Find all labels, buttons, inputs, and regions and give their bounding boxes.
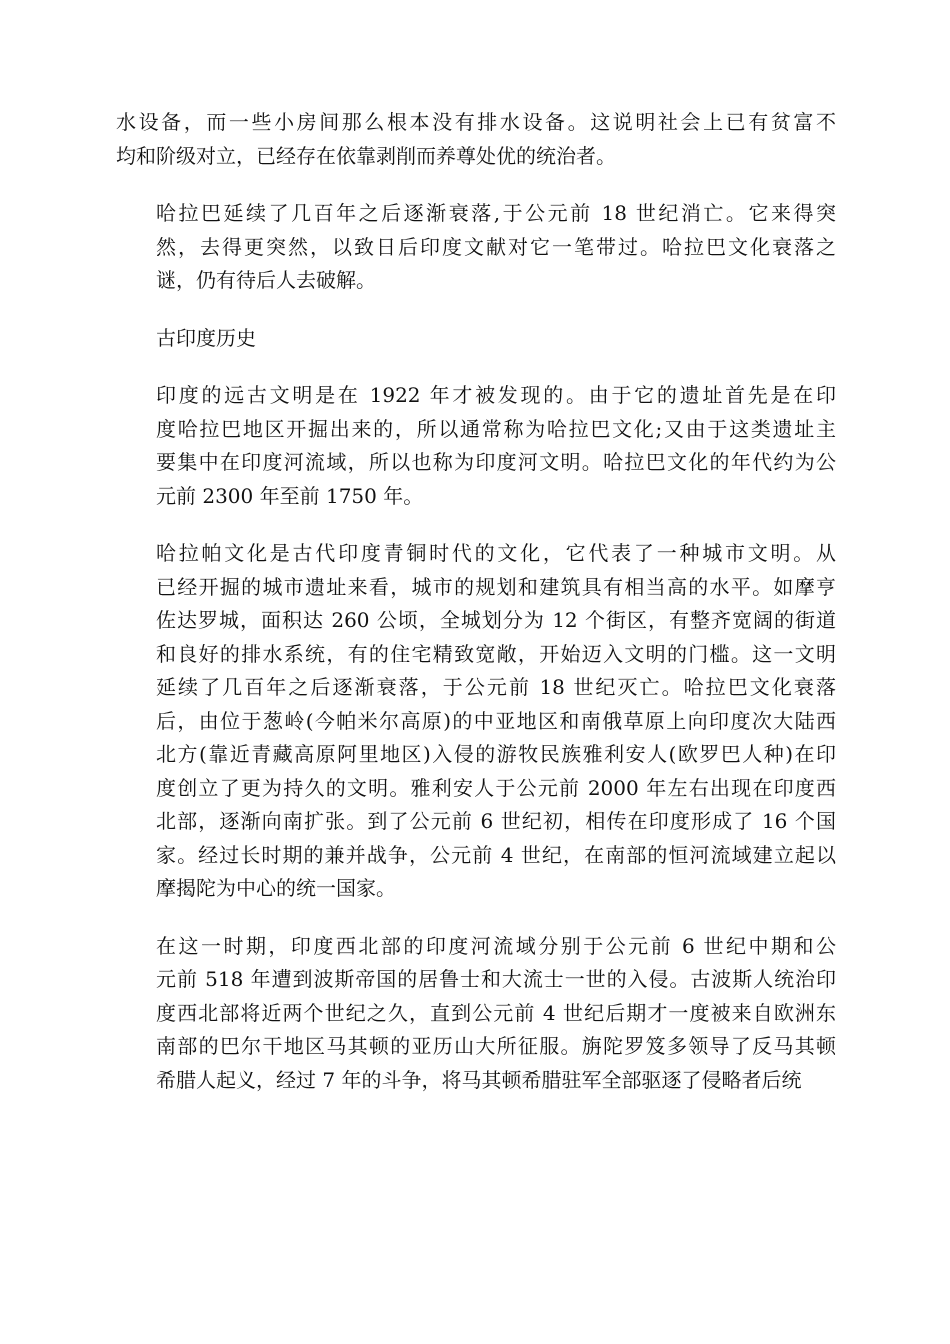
text-line: 已经开掘的城市遗址来看，城市的规划和建筑具有相当高的水平。如摩亨 (156, 574, 836, 599)
text-line: 摩揭陀为中心的统一国家。 (156, 876, 396, 900)
section-heading (116, 322, 836, 356)
text-line: 北方(靠近青藏高原阿里地区)入侵的游牧民族雅利安人(欧罗巴人种)在印 (156, 742, 836, 766)
text-line: 希腊人起义，经过 7 年的斗争，将马其顿希腊驻军全部驱逐了侵略者后统 (156, 1067, 802, 1092)
paragraph (116, 537, 836, 906)
text-line: 度创立了更为持久的文明。雅利安人于公元前 2000 年左右出现在印度西 (156, 775, 836, 800)
text-line: 后，由位于葱岭(今帕米尔高原)的中亚地区和南俄草原上向印度次大陆西 (156, 708, 836, 733)
paragraph-gap (116, 298, 836, 322)
text-line: 古印度历史 (156, 325, 256, 350)
text-line: 元前 518 年遭到波斯帝国的居鲁士和大流士一世的入侵。古波斯人统治印 (156, 967, 836, 991)
text-line: 元前 2300 年至前 1750 年。 (156, 483, 424, 508)
text-line: 延续了几百年之后逐渐衰落，于公元前 18 世纪灭亡。哈拉巴文化衰落 (156, 675, 836, 699)
paragraph-gap (116, 355, 836, 379)
paragraph (116, 197, 836, 298)
paragraph (116, 106, 836, 173)
text-line: 哈拉帕文化是古代印度青铜时代的文化，它代表了一种城市文明。从 (156, 541, 836, 565)
text-line: 度哈拉巴地区开掘出来的，所以通常称为哈拉巴文化;又由于这类遗址主 (156, 416, 836, 441)
text-line: 然，去得更突然，以致日后印度文献对它一笔带过。哈拉巴文化衰落之 (156, 234, 836, 259)
text-line: 家。经过长时期的兼并战争，公元前 4 世纪，在南部的恒河流域建立起以 (156, 842, 836, 867)
text-line: 佐达罗城，面积达 260 公顷，全城划分为 12 个街区，有整齐宽阔的街道 (156, 608, 836, 632)
text-line: 水设备，而一些小房间那么根本没有排水设备。这说明社会上已有贫富不 (116, 110, 836, 134)
text-line: 谜，仍有待后人去破解。 (156, 268, 376, 292)
text-line: 南部的巴尔干地区马其顿的亚历山大所征服。旃陀罗笈多领导了反马其顿 (156, 1034, 836, 1058)
text-line: 印度的远古文明是在 1922 年才被发现的。由于它的遗址首先是在印 (156, 383, 836, 407)
text-line: 均和阶级对立，已经存在依靠剥削而养尊处优的统治者。 (116, 143, 616, 168)
paragraph-gap (116, 173, 836, 197)
text-line: 和良好的排水系统，有的住宅精致宽敞，开始迈入文明的门槛。这一文明 (156, 641, 836, 666)
text-line: 北部，逐渐向南扩张。到了公元前 6 世纪初，相传在印度形成了 16 个国 (156, 809, 836, 833)
paragraph (116, 379, 836, 513)
text-line: 在这一时期，印度西北部的印度河流域分别于公元前 6 世纪中期和公 (156, 933, 836, 958)
text-line: 度西北部将近两个世纪之久，直到公元前 4 世纪后期才一度被来自欧洲东 (156, 1000, 836, 1025)
paragraph (116, 930, 836, 1098)
paragraph-gap (116, 513, 836, 537)
document-body (116, 106, 836, 1097)
text-line: 哈拉巴延续了几百年之后逐渐衰落,于公元前 18 世纪消亡。它来得突 (156, 201, 836, 225)
paragraph-gap (116, 906, 836, 930)
text-line: 要集中在印度河流域，所以也称为印度河文明。哈拉巴文化的年代约为公 (156, 450, 836, 474)
